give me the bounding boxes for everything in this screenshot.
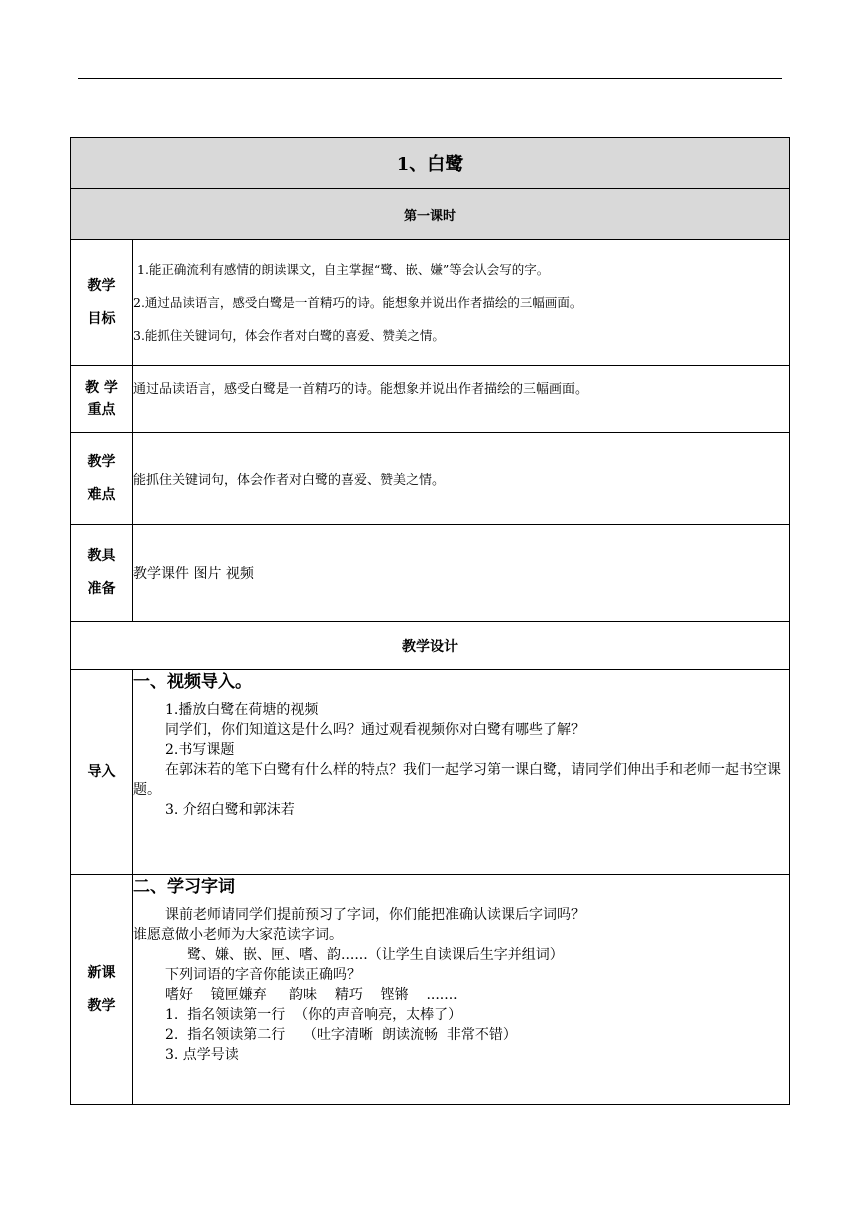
row-key-points <box>71 366 790 433</box>
new-lesson-line: 谁愿意做小老师为大家范读字词。 <box>133 927 343 943</box>
new-lesson-line: 3. 点学号读 <box>165 1047 239 1063</box>
difficulties-label: 教学 难点 <box>71 433 133 525</box>
tools-text: 教学课件 图片 视频 <box>133 525 790 622</box>
new-lesson-line: 课前老师请同学们提前预习了字词，你们能把准确认读课后字词吗？ <box>165 907 585 923</box>
header-rule <box>78 78 782 79</box>
goal-item: 3.能抓住关键词句，体会作者对白鹭的喜爱、赞美之情。 <box>133 328 445 343</box>
row-difficulties <box>71 433 790 525</box>
intro-line: 同学们，你们知道这是什么吗？通过观看视频你对白鹭有哪些了解？ <box>165 722 585 738</box>
row-tools <box>71 525 790 622</box>
new-lesson-heading: 二、学习字词 <box>133 877 235 897</box>
intro-content <box>133 670 790 875</box>
lesson-plan-table <box>70 137 790 1105</box>
key-points-text: 通过品读语言，感受白鹭是一首精巧的诗。能想象并说出作者描绘的三幅画面。 <box>133 366 790 433</box>
intro-line: 1.播放白鹭在荷塘的视频 <box>165 702 319 718</box>
lesson-title: 1、白鹭 <box>71 138 790 189</box>
intro-line: 2.书写课题 <box>165 742 235 758</box>
goal-item: 1.能正确流利有感情的朗读课文，自主掌握“鹭、嵌、嫌”等会认会写的字。 <box>137 262 550 277</box>
row-goals <box>71 240 790 366</box>
goal-item: 2.通过品读语言，感受白鹭是一首精巧的诗。能想象并说出作者描绘的三幅画面。 <box>133 295 583 310</box>
intro-line: 在郭沫若的笔下白鹭有什么样的特点？我们一起学习第一课白鹭，请同学们伸出手和老师一起书空课题。 <box>133 762 781 798</box>
design-header: 教学设计 <box>71 622 790 670</box>
row-intro <box>71 670 790 875</box>
new-lesson-content <box>133 875 790 1105</box>
new-lesson-line: 2. 指名领读第二行 （吐字清晰 朗读流畅 非常不错） <box>165 1027 517 1043</box>
tools-label: 教具 准备 <box>71 525 133 622</box>
intro-line: 3. 介绍白鹭和郭沫若 <box>165 802 295 818</box>
intro-label: 导入 <box>71 670 133 875</box>
new-lesson-line: 下列词语的字音你能读正确吗？ <box>165 967 361 983</box>
new-lesson-label: 新课 教学 <box>71 875 133 1105</box>
new-lesson-line: 1. 指名领读第一行 （你的声音响亮，太棒了） <box>165 1007 463 1023</box>
new-lesson-line: 鹭、嫌、嵌、匣、嗜、韵......（让学生自读课后生字并组词） <box>187 947 564 963</box>
goals-label: 教学 目标 <box>71 240 133 366</box>
intro-heading: 一、视频导入。 <box>133 672 252 692</box>
new-lesson-line: 嗜好 镜匣嫌弃 韵味 精巧 铿锵 ....... <box>165 987 458 1003</box>
key-points-label: 教 学 重点 <box>71 366 133 433</box>
difficulties-text: 能抓住关键词句，体会作者对白鹭的喜爱、赞美之情。 <box>133 433 790 525</box>
goals-content <box>133 240 790 366</box>
row-new-lesson <box>71 875 790 1105</box>
lesson-period: 第一课时 <box>71 189 790 240</box>
